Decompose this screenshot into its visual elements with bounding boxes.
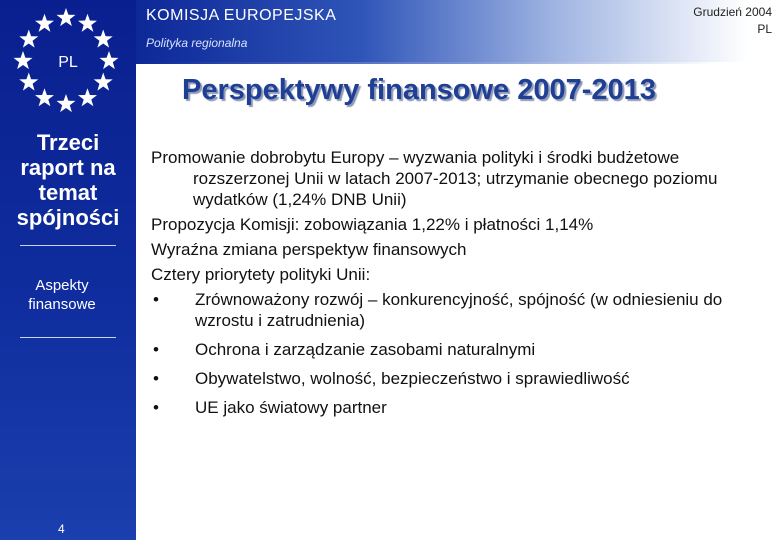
section-label-line: finansowe [28,296,96,313]
body-paragraph: Wyraźna zmiana perspektyw finansowych [151,240,467,259]
flag-country-label: PL [58,54,78,71]
star-icon [35,14,54,32]
report-title-line: spójności [16,205,120,230]
star-icon [94,73,113,91]
report-title [0,130,136,230]
report-title-line: Trzeci [36,130,100,155]
star-icon [100,51,119,69]
star-icon [57,8,76,26]
section-label [0,276,124,314]
slide-title: Perspektywy finansowe 2007-2013 [182,74,656,106]
date-block [693,4,772,38]
priority-item [151,397,771,418]
bullet-icon: • [153,369,159,388]
star-icon [78,14,97,32]
slide-body [151,147,771,426]
priority-text: Obywatelstwo, wolność, bezpieczeństwo i sprawiedliwość [195,369,630,388]
priority-item [151,289,771,331]
header-divider [136,62,780,64]
sidebar-divider [20,245,116,246]
body-paragraph: Propozycja Komisji: zobowiązania 1,22% i płatności 1,14% [151,215,594,234]
sidebar-divider [20,337,116,338]
date-text: Grudzień 2004 [693,5,772,19]
priority-item [151,339,771,360]
priority-item [151,368,771,389]
priority-text: Ochrona i zarządzanie zasobami naturalnymi [195,340,536,359]
star-icon [14,51,33,69]
star-icon [57,94,76,112]
star-icon [19,73,38,91]
bullet-icon: • [153,340,159,359]
priority-text: Zrównoważony rozwój – konkurencyjność, spójność (w odniesieniu do wzrostu i zatrudnienia) [195,290,723,330]
bullet-icon: • [153,398,159,417]
report-title-line: raport na [20,155,116,180]
star-icon [35,88,54,106]
star-icon [94,30,113,48]
star-icon [19,30,38,48]
report-title-line: temat [38,180,98,205]
section-label-line: Aspekty [35,277,89,294]
star-icon [78,88,97,106]
bullet-icon: • [153,290,159,309]
priority-text: UE jako światowy partner [195,398,387,417]
policy-name: Polityka regionalna [146,36,248,50]
body-paragraph: Promowanie dobrobytu Europy – wyzwania polityki i środki budżetowe rozszerzonej Unii w latach 2007-2013; utrzymanie obecnego poziomu wydatków (1,24% DNB Unii) [151,148,718,209]
body-paragraph: Cztery priorytety polityki Unii: [151,265,371,284]
country-code: PL [757,22,772,36]
commission-name: KOMISJA EUROPEJSKA [146,7,337,24]
page-number: 4 [58,522,65,536]
